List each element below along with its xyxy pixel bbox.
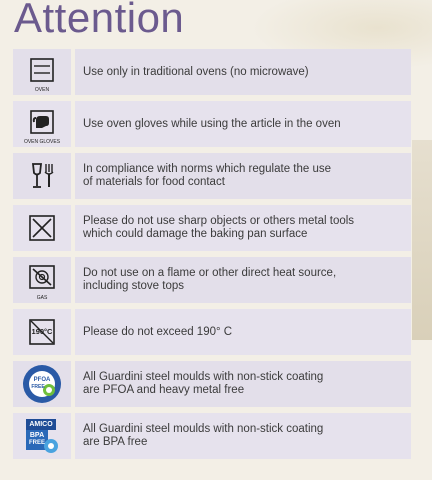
badge-text: PFOA — [33, 377, 51, 383]
background-decoration — [412, 140, 432, 340]
bpa-free-badge-icon — [22, 416, 62, 456]
list-item — [13, 257, 411, 303]
max-temperature-icon — [24, 314, 60, 350]
no-sharp-tools-icon — [24, 210, 60, 246]
oven-glove-icon — [23, 106, 61, 145]
item-text: Do not use on a flame or other direct heat source, including stove tops — [75, 257, 411, 303]
page-title: Attention — [14, 0, 185, 41]
list-item — [13, 101, 411, 147]
item-text: All Guardini steel moulds with non-stick coating are BPA free — [75, 413, 411, 459]
badge-text: FREE — [31, 384, 45, 390]
item-text: In compliance with norms which regulate the use of materials for food contact — [75, 153, 411, 199]
item-text: All Guardini steel moulds with non-stick coating are PFOA and heavy metal free — [75, 361, 411, 407]
item-text: Please do not use sharp objects or others metal tools which could damage the baking pan surface — [75, 205, 411, 251]
no-gas-flame-icon — [24, 262, 60, 301]
item-text: Use only in traditional ovens (no microwave) — [75, 49, 411, 95]
list-item — [13, 413, 411, 459]
oven-icon — [24, 54, 60, 93]
icon-caption: OVEN — [34, 87, 50, 93]
item-text: Use oven gloves while using the article in the oven — [75, 101, 411, 147]
badge-text: BPA — [29, 432, 45, 439]
icon-caption: GAS — [36, 295, 48, 301]
list-item — [13, 309, 411, 355]
list-item — [13, 361, 411, 407]
temperature-label: 190°C — [31, 327, 53, 336]
icon-caption: OVEN GLOVES — [23, 139, 61, 145]
badge-text: AMICO — [29, 421, 53, 428]
list-item — [13, 205, 411, 251]
attention-list — [13, 49, 411, 465]
list-item — [13, 49, 411, 95]
badge-text: FREE — [28, 440, 45, 446]
list-item — [13, 153, 411, 199]
item-text: Please do not exceed 190° C — [75, 309, 411, 355]
pfoa-free-badge-icon — [22, 364, 62, 404]
food-contact-icon — [24, 158, 60, 194]
